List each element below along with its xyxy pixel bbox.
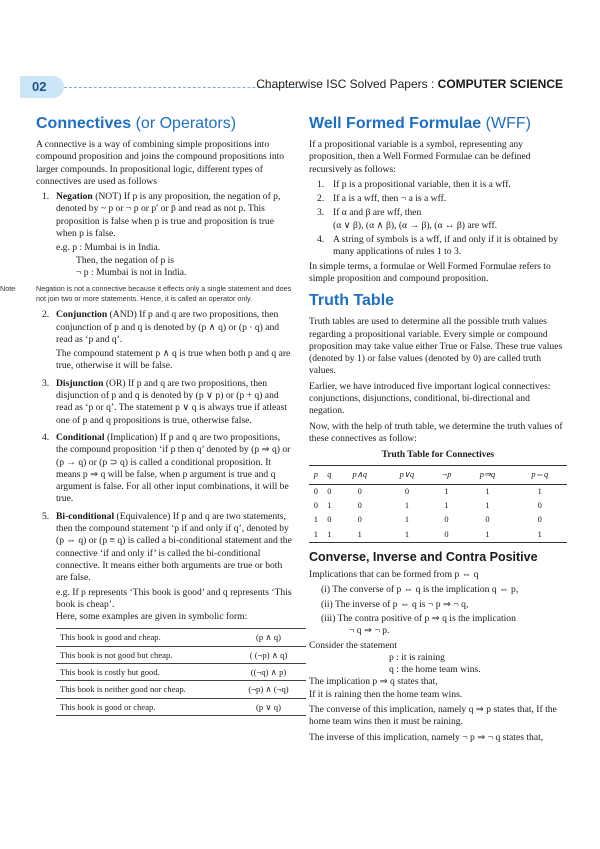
rule-text: A string of symbols is a wff, if and only if it is obtained by many applications of rules 1 to 3. [333, 234, 558, 258]
column-header: p∨q [383, 465, 430, 484]
item-name: Disjunction [56, 377, 104, 389]
item-number: 3. [42, 377, 50, 389]
table-row [56, 698, 306, 715]
truth-table-para-1: Truth tables are used to determine all the possible truth values regarding a propositional variable. Every simple or compound proposition may take value either True or False. These true values (denoted by 1) or false values (denoted by 0) are called truth values. [309, 316, 563, 377]
table-cell: 1 [323, 528, 337, 543]
table-cell: 1 [444, 486, 449, 496]
rule-text: (α ∨ β), (α ∧ β), (α → β), (α ↔ β) are wff. [333, 219, 498, 231]
item-text: (OR) If p and q are two propositions, then disjunction of p and q is denoted by (p ∨ p) or (p + q) and read as ‘p or q’. The statement p ∨ q is always true if atleast one of p and q propositions is true, otherwise false. [56, 377, 287, 426]
rule-number: 3. [317, 207, 325, 219]
table-row [309, 499, 567, 513]
table-row [309, 528, 567, 543]
rule-number: 4. [317, 234, 325, 246]
statement-p: p : it is raining [389, 651, 445, 663]
column-header: q [323, 465, 337, 484]
table-cell: 1 [404, 501, 410, 511]
table-cell: 0 [537, 515, 542, 525]
connectives-intro: A connective is a way of combining simple propositions into compound proposition and joins the compound propositions into larger compounds. In propositional logic, different types of connectives are used as follows [36, 139, 285, 187]
list-item [317, 207, 567, 219]
item-name: Bi-conditional [56, 510, 115, 522]
item-extra: The compound statement p ∧ q is true when both p and q are true, otherwise it will be false. [56, 348, 291, 372]
example-symbol: ((¬q) ∧ p) [231, 663, 306, 680]
example-text: This book is good or cheap. [56, 698, 231, 715]
item-text: (Equivalence) If p and q are two statements, then the compound statement ‘p if and only if q’, denoted by (p ⇔ q) or (p ≡ q) is called a bi-conditional statement and the connective ‘if and only if’ is called the bi-conditional connective. It means either both arguments are true or both are false. [56, 510, 292, 584]
converse-intro: Implications that can be formed from p ⇔ q [309, 569, 479, 581]
table-cell: 1 [485, 486, 490, 496]
inverse-example: The inverse of this implication, namely ¬ p ⇒ ¬ q states that, [309, 731, 544, 743]
item-number: 2. [42, 309, 50, 321]
biconditional-item [36, 511, 294, 624]
example-symbol: (p ∧ q) [231, 629, 306, 646]
column-header: p⇔q [513, 465, 567, 484]
wff-heading [309, 114, 567, 134]
truth-table-caption: Truth Table for Connectives [381, 450, 495, 461]
table-cell: 0 [357, 486, 362, 496]
column-header: ¬p [431, 465, 463, 484]
book-subject: COMPUTER SCIENCE [437, 77, 563, 91]
table-cell: 1 [444, 501, 449, 511]
list-item [317, 220, 567, 232]
table-row [309, 513, 567, 527]
biconditional-example-intro: Here, some examples are given in symbolic form: [56, 611, 248, 623]
item-text: (AND) If p and q are two propositions, then conjunction of p and q is denoted by (p ∧ q) or (p · q) and read as ‘p and q’. [56, 309, 280, 345]
table-cell: 1 [313, 515, 318, 525]
table-cell: 0 [444, 515, 449, 525]
truth-table-para-3: Now, with the help of truth table, we determine the truth values of these connectives as follow: [309, 420, 563, 444]
list-item [317, 179, 567, 191]
table-cell: 1 [383, 528, 430, 543]
page-number: 02 [20, 76, 64, 98]
table-cell: 0 [327, 486, 332, 496]
rule-text: If α and β are wff, then [333, 207, 422, 219]
book-title-text: Chapterwise ISC Solved Papers : [256, 77, 438, 91]
wff-title: Well Formed Formulae [309, 115, 482, 132]
left-column [0, 114, 294, 716]
table-cell: 1 [485, 501, 490, 511]
list-item [317, 234, 567, 259]
wff-subtitle: (WFF) [485, 115, 531, 132]
negation-item [36, 191, 294, 279]
note-label: Note [0, 284, 16, 294]
page-header [0, 70, 600, 100]
truth-table [309, 465, 567, 543]
column-header: p [309, 465, 323, 484]
table-header-row [309, 465, 567, 484]
item-number: 5. [42, 510, 50, 522]
wff-intro: If a propositional variable is a symbol, representing any proposition, then a Well Formed Formulae can be defined recursively as follows: [309, 139, 531, 175]
item-text: (Implication) If p and q are two propositions, the compound proposition ‘if p then q’ denoted by (p ⇒ q) or (p → q) or (p ⊃ q) is called a conditional proposition. It means p ⇒ q will be false, when p argument is true and q argument is false. For all other input combinations, it will be true. [56, 431, 291, 505]
biconditional-example: e.g. If p represents ‘This book is good’ and q represents ‘This book is cheap’. [56, 586, 292, 610]
rule-number: 1. [317, 178, 325, 190]
example-text: This book is neither good nor cheap. [56, 681, 231, 698]
item-text: (NOT) If p is any proposition, the negation of p, denoted by ~ p or ¬ p or p′ or p̄ and read as not p. This proposition is false when p is true and proposition is true when p is false. [56, 191, 281, 240]
wff-rules [317, 179, 567, 259]
table-cell: 1 [537, 486, 542, 496]
symbolic-examples-table [56, 628, 306, 715]
negation-example-2: Then, the negation of p is [76, 254, 175, 266]
rule-text: If a is a wff, then ¬ a is a wff. [333, 193, 447, 205]
statement-q: q : the home team wins. [389, 664, 481, 676]
converse-example: The converse of this implication, namely q ⇒ p states that, If the home team wins then it must be raining. [309, 703, 557, 728]
table-cell: 0 [313, 486, 318, 496]
table-cell: 0 [357, 501, 362, 511]
table-row [56, 681, 306, 698]
converse-heading: Converse, Inverse and Contra Positive [309, 550, 538, 565]
conditional-item [36, 432, 294, 506]
example-symbol: (p ∨ q) [231, 698, 306, 715]
contrapositive-item-cont: ¬ q ⇒ ¬ p. [349, 625, 390, 637]
right-column [309, 114, 567, 747]
negation-example-1: e.g. p : Mumbai is in India. [56, 242, 161, 254]
note-box [0, 284, 294, 303]
example-symbol: (¬p) ∧ (¬q) [231, 681, 306, 698]
truth-table-para-2: Earlier, we have introduced five important logical connectives: conjunctions, disjunctions, conditional, bi-directional and negation. [309, 380, 551, 417]
wff-outro: In simple terms, a formulae or Well Formed Formulae refers to simple proposition and compound proposition. [309, 260, 551, 284]
table-cell: 0 [537, 501, 542, 511]
item-name: Negation [56, 191, 93, 203]
contrapositive-item: (iii) The contra positive of p ⇒ q is the implication [321, 612, 516, 624]
table-row [56, 663, 306, 680]
conjunction-item [36, 309, 294, 372]
table-cell: 1 [336, 528, 383, 543]
table-cell: 1 [462, 528, 512, 543]
example-symbol: ( (¬p) ∧ q) [231, 646, 306, 663]
item-name: Conditional [56, 431, 105, 443]
example-text: This book is costly but good. [56, 663, 231, 680]
table-row [56, 646, 306, 663]
table-cell: 1 [327, 501, 332, 511]
table-cell: 0 [485, 515, 490, 525]
book-title [256, 78, 563, 90]
table-cell: 1 [309, 528, 323, 543]
table-cell: 0 [327, 515, 332, 525]
implication-text: The implication p ⇒ q states that, [309, 676, 438, 688]
item-number: 1. [42, 191, 50, 203]
connectives-title: Connectives [36, 115, 132, 132]
item-name: Conjunction [56, 309, 108, 321]
inverse-item: (ii) The inverse of p ⇔ q is ¬ p ⇒ ¬ q, [321, 598, 469, 610]
consider-text: Consider the statement [309, 639, 397, 651]
table-row [56, 629, 306, 646]
item-number: 4. [42, 431, 50, 443]
list-item [317, 193, 567, 205]
truth-table-heading: Truth Table [309, 292, 395, 310]
table-cell: 1 [513, 528, 567, 543]
rule-text: If p is a propositional variable, then it is a wff. [333, 178, 511, 190]
table-cell: 0 [357, 515, 362, 525]
column-header: p⇒q [462, 465, 512, 484]
example-text: This book is good and cheap. [56, 629, 231, 646]
table-cell: 0 [313, 501, 318, 511]
table-cell: 0 [404, 486, 410, 496]
negation-example-3: ¬ p : Mumbai is not in India. [76, 266, 187, 278]
table-cell: 0 [431, 528, 463, 543]
connectives-heading [36, 114, 294, 134]
connectives-subtitle: (or Operators) [135, 115, 237, 132]
disjunction-item [36, 378, 294, 427]
table-row [309, 484, 567, 499]
example-text: This book is not good but cheap. [56, 646, 231, 663]
note-text: Negation is not a connective because it effects only a single statement and does not join two or more statements. Hence, it is called an operator only. [36, 284, 292, 303]
column-header: p∧q [336, 465, 383, 484]
converse-item: (i) The converse of p ⇔ q is the implication q ⇔ p, [321, 584, 519, 596]
table-cell: 1 [404, 515, 410, 525]
implication-meaning: If it is raining then the home team wins. [309, 688, 463, 700]
rule-number: 2. [317, 193, 325, 205]
